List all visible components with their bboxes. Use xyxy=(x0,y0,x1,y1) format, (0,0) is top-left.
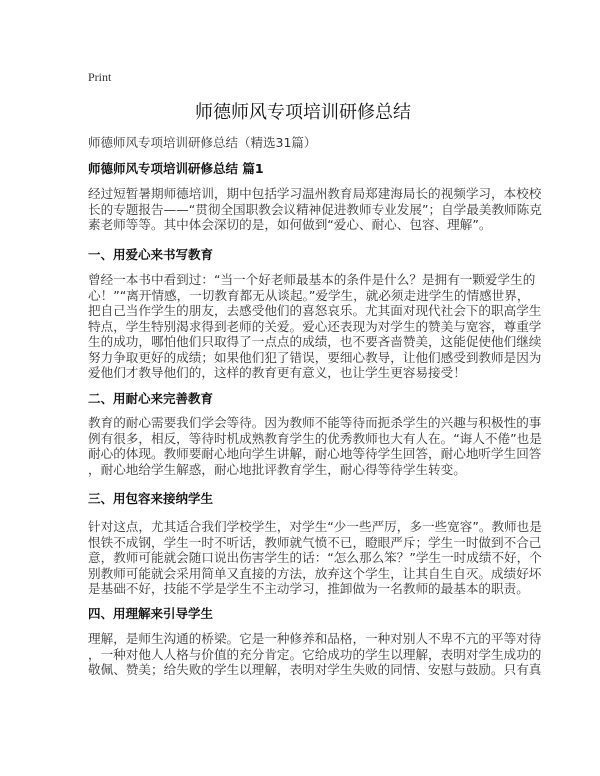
text-line: 特点，学生特别渴求得到老师的关爱。爱心还表现为对学生的赞美与宽容，尊重学 xyxy=(88,318,542,334)
text-line: 曾经一本书中看到过：“当一个好老师最基本的条件是什么？是拥有一颗爱学生的 xyxy=(88,272,536,287)
document-title: 师德师风专项培训研修总结 xyxy=(195,102,411,123)
text-line: 是基础不好，技能不学是学生不主动学习，推卸做为一名教师的最基本的职责。 xyxy=(88,581,529,596)
section-heading: 一、用爱心来书写教育 xyxy=(88,247,214,262)
section-heading: 三、用包容来接纳学生 xyxy=(88,491,214,506)
section-paragraph xyxy=(88,631,541,678)
text-line: 爱他们才教导他们的，这样的教育更有意义，也让学生更容易接受！ xyxy=(88,365,466,380)
section-paragraph xyxy=(88,519,542,597)
text-line: 努力争取更好的成绩；如果他们犯了错误，要细心教导，让他们感受到教师是因为 xyxy=(88,349,542,365)
text-line: 把自己当作学生的朋友，去感受他们的喜怒哀乐。尤其面对现代社会下的职高学生 xyxy=(88,303,542,318)
section-paragraph xyxy=(88,272,541,381)
text-line: 心！”“离开情感，一切教育都无从谈起。”爱学生，就必须走进学生的情感世界， xyxy=(88,287,530,303)
text-line: 恨铁不成钢，学生一时不听话，教师就气愤不已，瞪眼严斥；学生一时做到不合己 xyxy=(88,534,542,550)
text-line: ，耐心地给学生解惑，耐心地批评教育学生，耐心得等待学生转变。 xyxy=(88,461,466,477)
text-line: 别教师可能就会采用简单又直接的方法，放弃这个学生，让其自生自灭。成绩好坏 xyxy=(88,565,542,581)
text-line: 素老师等等。其中体会深切的是，如何做到“爱心、耐心、包容、理解”。 xyxy=(88,217,492,232)
article-heading: 师德师风专项培训研修总结 篇1 xyxy=(88,161,264,176)
intro-paragraph xyxy=(88,186,542,233)
section-paragraph xyxy=(88,415,542,477)
text-line: 例有很多，相反，等待时机成熟教育学生的优秀教师也大有人在。“诲人不倦”也是 xyxy=(88,430,542,446)
text-line: 针对这点，尤其适合我们学校学生，对学生“少一些严厉，多一些宽容”。教师也是 xyxy=(88,519,542,534)
print-link[interactable]: Print xyxy=(88,70,112,84)
section-heading: 四、用理解来引导学生 xyxy=(88,606,214,621)
document-subtitle: 师德师风专项培训研修总结（精选31篇） xyxy=(88,135,317,150)
text-line: ，一种对他人人格与价值的充分肯定。它给成功的学生以理解，表明对学生成功的 xyxy=(88,646,542,662)
text-line: 理解，是师生沟通的桥梁。它是一种修养和品格，一种对别人不卑不亢的平等对待 xyxy=(88,631,542,646)
text-line: 长的专题报告——“贯彻全国职教会议精神促进教师专业发展”；自学最美教师陈克 xyxy=(88,201,542,217)
text-line: 敬佩、赞美；给失败的学生以理解，表明对学生失败的同情、安慰与鼓励。只有真 xyxy=(88,662,542,677)
text-line: 耐心的体现。教师要耐心地向学生讲解，耐心地等待学生回答，耐心地听学生回答 xyxy=(88,446,542,461)
text-line: 经过短暂暑期师德培训，期中包括学习温州教育局郑建海局长的视频学习，本校校 xyxy=(88,186,542,201)
section-heading: 二、用耐心来完善教育 xyxy=(88,391,214,406)
text-line: 生的成功，哪怕他们只取得了一点点的成绩，也不要吝啬赞美，这能促使他们继续 xyxy=(88,334,542,349)
text-line: 意，教师可能就会随口说出伤害学生的话：“怎么那么笨？”学生一时成绩不好，个 xyxy=(88,550,542,565)
text-line: 教育的耐心需要我们学会等待。因为教师不能等待而扼杀学生的兴趣与积极性的事 xyxy=(88,415,542,430)
